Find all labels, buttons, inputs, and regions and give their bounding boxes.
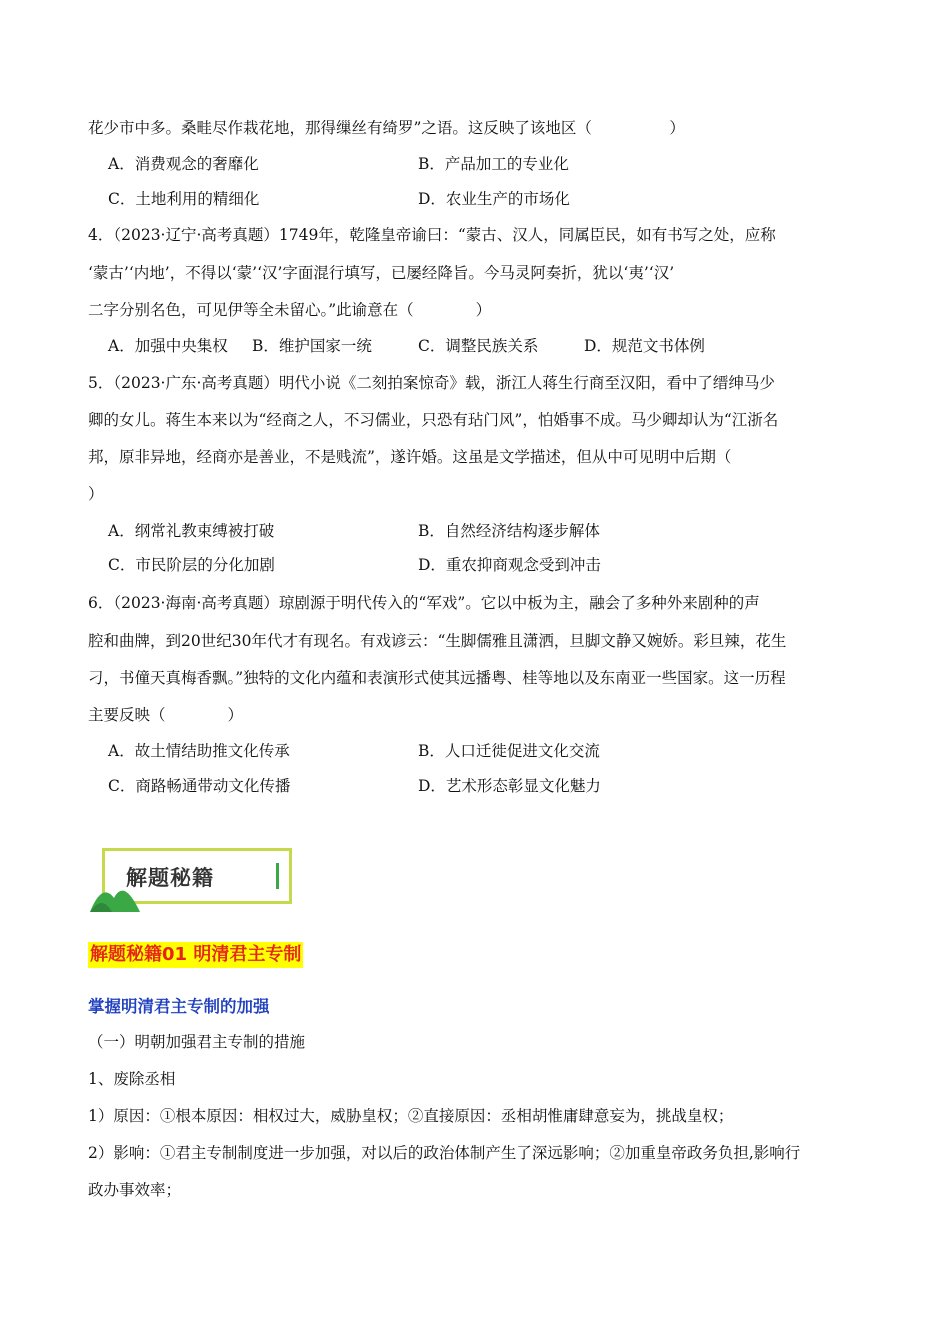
q3-option-d: D．农业生产的市场化 (418, 190, 570, 208)
q6-stem-line-1: 6．（2023·海南·高考真题）琼剧源于明代传入的“军戏”。它以中板为主，融会了多种外来剧种的声 (88, 594, 760, 612)
q6-option-d: D．艺术形态彰显文化魅力 (418, 777, 601, 795)
q3-option-c: C．土地利用的精细化 (108, 190, 260, 208)
body-line-3: 1）原因：①根本原因：相权过大，威胁皇权；②直接原因：丞相胡惟庸肆意妄为，挑战皇权； (88, 1107, 734, 1125)
banner-accent-bar (276, 863, 279, 889)
q5-option-a: A．纲常礼教束缚被打破 (108, 522, 275, 540)
q3-option-b: B．产品加工的专业化 (418, 155, 569, 173)
q4-stem-line-3: 二字分别名色，可见伊等全未留心。”此谕意在（ ） (88, 301, 492, 319)
q6-option-a: A．故土情结助推文化传承 (108, 742, 290, 760)
section-heading: 解题秘籍01 明清君主专制 (88, 942, 303, 968)
q5-stem-line-1: 5．（2023·广东·高考真题）明代小说《二刻拍案惊奇》载，浙江人蒋生行商至汉阳，看中了缙绅马少 (88, 374, 775, 392)
q5-option-d: D．重农抑商观念受到冲击 (418, 556, 601, 574)
q5-stem-line-2: 卿的女儿。蒋生本来以为“经商之人，不习儒业，只恐有玷门风”，怕婚事不成。马少卿却认为“江浙名 (88, 411, 779, 429)
q4-option-b: B．维护国家一统 (252, 337, 372, 355)
q4-option-a: A．加强中央集权 (108, 337, 228, 355)
q5-stem-line-4: ） (88, 485, 104, 503)
q6-stem-line-4: 主要反映（ ） (88, 706, 244, 724)
q4-stem-line-2: ‘蒙古’‘内地’，不得以‘蒙’‘汉’字面混行填写，已屡经降旨。今马灵阿奏折，犹以‘夷’‘汉’ (88, 264, 675, 282)
q3-option-a: A．消费观念的奢靡化 (108, 155, 259, 173)
q3-stem: 花少市中多。桑畦尽作栽花地，那得缫丝有绮罗”之语。这反映了该地区（ ） (88, 119, 685, 137)
body-line-5: 政办事效率； (88, 1181, 182, 1199)
banner-title: 解题秘籍 (126, 866, 214, 890)
q6-stem-line-3: 刁，书僮天真梅香飘。”独特的文化内蕴和表演形式使其远播粤、桂等地以及东南亚一些国家。这一历程 (88, 669, 786, 687)
q4-option-d: D．规范文书体例 (584, 337, 705, 355)
q6-option-b: B．人口迁徙促进文化交流 (418, 742, 600, 760)
q5-stem-line-3: 邦，原非异地，经商亦是善业，不是贱流”，遂许婚。这虽是文学描述，但从中可见明中后期（ (88, 448, 732, 466)
section-banner (88, 848, 298, 914)
section-subheading: 掌握明清君主专制的加强 (88, 997, 270, 1016)
q5-option-b: B．自然经济结构逐步解体 (418, 522, 600, 540)
body-line-4: 2）影响：①君主专制制度进一步加强，对以后的政治体制产生了深远影响；②加重皇帝政务负担,影响行 (88, 1144, 801, 1162)
q4-option-c: C．调整民族关系 (418, 337, 539, 355)
q6-option-c: C．商路畅通带动文化传播 (108, 777, 291, 795)
q5-option-c: C．市民阶层的分化加剧 (108, 556, 275, 574)
q4-stem-line-1: 4．（2023·辽宁·高考真题）1749年，乾隆皇帝谕曰：“蒙古、汉人，同属臣民，如有书写之处，应称 (88, 226, 776, 244)
body-line-1: （一）明朝加强君主专制的措施 (88, 1033, 306, 1051)
q6-stem-line-2: 腔和曲牌，到20世纪30年代才有现名。有戏谚云：“生脚儒雅且潇洒，旦脚文静又婉娇。彩旦辣，花生 (88, 632, 787, 650)
body-line-2: 1、废除丞相 (88, 1070, 176, 1088)
